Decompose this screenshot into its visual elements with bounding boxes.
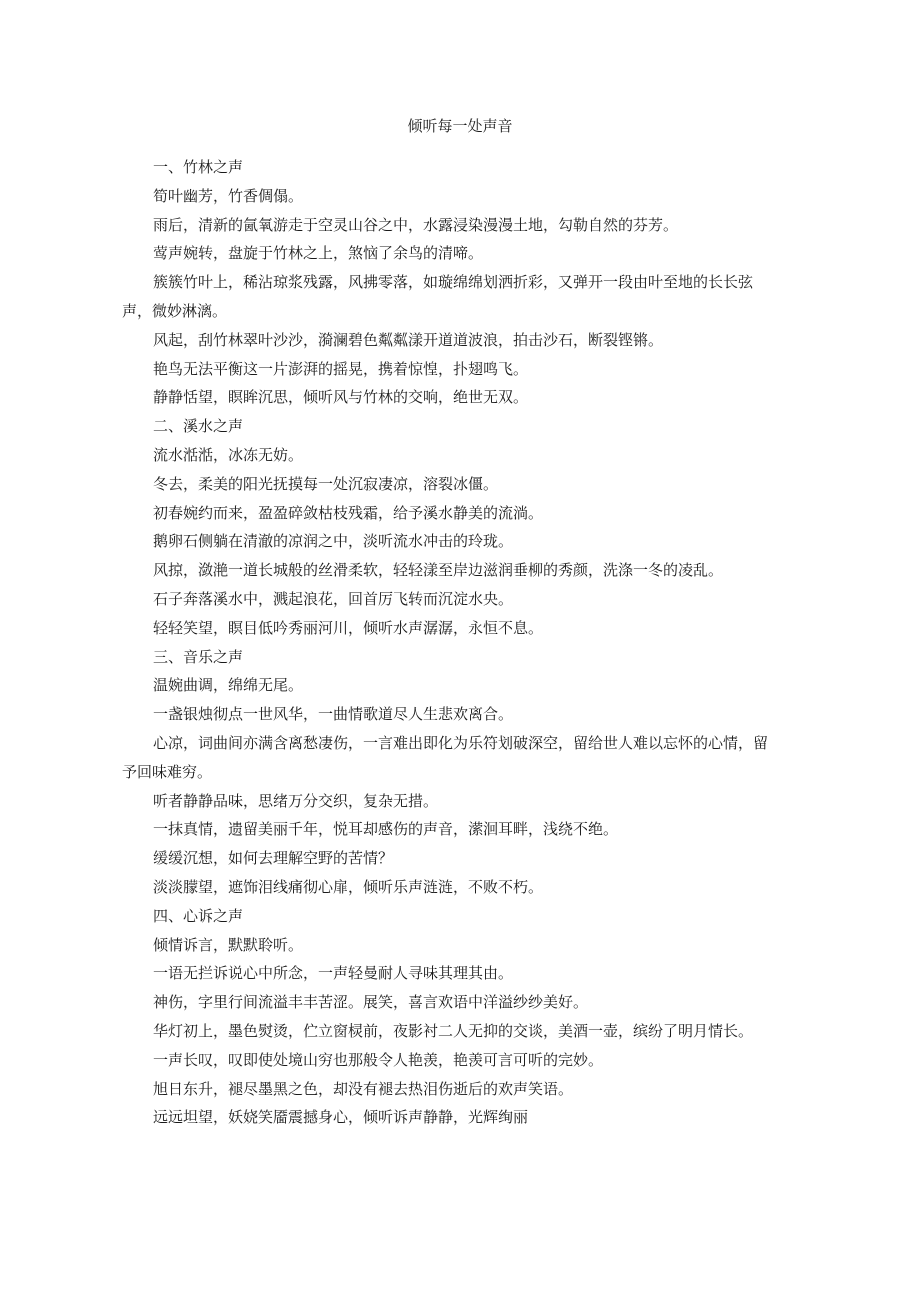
section-heading: 三、音乐之声: [153, 647, 244, 666]
paragraph: 听者静静品味，思绪万分交织，复杂无措。: [153, 791, 439, 810]
paragraph: 流水湉湉，冰冻无妨。: [153, 445, 304, 464]
paragraph: 一语无拦诉说心中所念，一声轻曼耐人寻味其理其由。: [153, 964, 514, 983]
paragraph: 风起，刮竹林翠叶沙沙，漪澜碧色粼粼漾开道道波浪，拍击沙石，断裂铿锵。: [153, 330, 664, 349]
paragraph: 艳鸟无法平衡这一片澎湃的摇晃，携着惊惶，扑翅鸣飞。: [153, 359, 529, 378]
paragraph: 远远坦望，妖娆笑靥震撼身心，倾听诉声静静，光辉绚丽: [153, 1108, 529, 1127]
paragraph: 温婉曲调，绵绵无尾。: [153, 676, 304, 695]
paragraph: 旭日东升，褪尽墨黑之色，却没有褪去热泪伤逝后的欢声笑语。: [153, 1079, 574, 1098]
paragraph: 风掠，潋滟一道长城般的丝滑柔软，轻轻漾至岸边滋润垂柳的秀颜，洗涤一冬的凌乱。: [153, 561, 724, 580]
paragraph: 华灯初上，墨色熨烫，伫立窗棂前，夜影衬二人无抑的交谈，美酒一壶，缤纷了明月情长。: [153, 1021, 754, 1040]
paragraph: 一盏银烛彻点一世风华，一曲情歌道尽人生悲欢离合。: [153, 705, 514, 724]
section-heading: 二、溪水之声: [153, 417, 244, 436]
paragraph: 神伤，字里行间流溢丰丰苦涩。展笑，喜言欢语中洋溢纱纱美好。: [153, 993, 589, 1012]
paragraph: 淡淡朦望，遮饰泪线痛彻心扉，倾听乐声涟涟，不败不朽。: [153, 877, 544, 896]
paragraph: 莺声婉转，盘旋于竹林之上，煞恼了余鸟的清啼。: [153, 244, 484, 263]
paragraph: 倾情诉言，默默聆听。: [153, 935, 304, 954]
paragraph: 静静恬望，瞑眸沉思，倾听风与竹林的交响，绝世无双。: [153, 388, 529, 407]
paragraph: 心凉，词曲间亦满含离愁凄伤，一言难出即化为乐符划破深空，留给世人难以忘怀的心情，留予回味难穷。: [122, 733, 769, 781]
paragraph: 筍叶幽芳，竹香倜傝。: [153, 186, 304, 205]
paragraph: 一抹真情，遗留美丽千年，悦耳却感伤的声音，潆洄耳畔，浅绕不绝。: [153, 820, 619, 839]
paragraph: 雨后，清新的氤氧游走于空灵山谷之中，水露浸染漫漫土地，勾勒自然的芬芳。: [153, 215, 679, 234]
paragraph: 一声长叹，叹即使处境山穷也那般令人艳羡，艳羡可言可听的完妙。: [153, 1050, 604, 1069]
paragraph: 簇簇竹叶上，稀沾琼浆残露，风拂零落，如璇绵绵划洒折彩，又弹开一段由叶至地的长长弦声，微妙淋漓。: [122, 273, 754, 320]
paragraph: 冬去，柔美的阳光抚摸每一处沉寂凄凉，溶裂冰僵。: [153, 474, 499, 493]
document-title: 倾听每一处声音: [407, 117, 513, 135]
section-heading: 四、心诉之声: [153, 906, 244, 925]
paragraph: 缓缓沉想，如何去理解空野的苦情？: [153, 849, 394, 868]
section-heading: 一、竹林之声: [153, 158, 244, 176]
paragraph: 轻轻笑望，瞑目低吟秀丽河川，倾听水声潺潺，永恒不息。: [153, 618, 544, 637]
paragraph: 鹅卵石侧躺在清澈的凉润之中，淡听流水冲击的玲珑。: [153, 532, 514, 551]
document-body: [122, 153, 782, 1132]
paragraph: 石子奔落溪水中，溅起浪花，回首厉飞转而沉淀水央。: [153, 589, 514, 608]
paragraph: 初春婉约而来，盈盈碎敛枯枝残霜，给予溪水静美的流淌。: [153, 503, 544, 522]
